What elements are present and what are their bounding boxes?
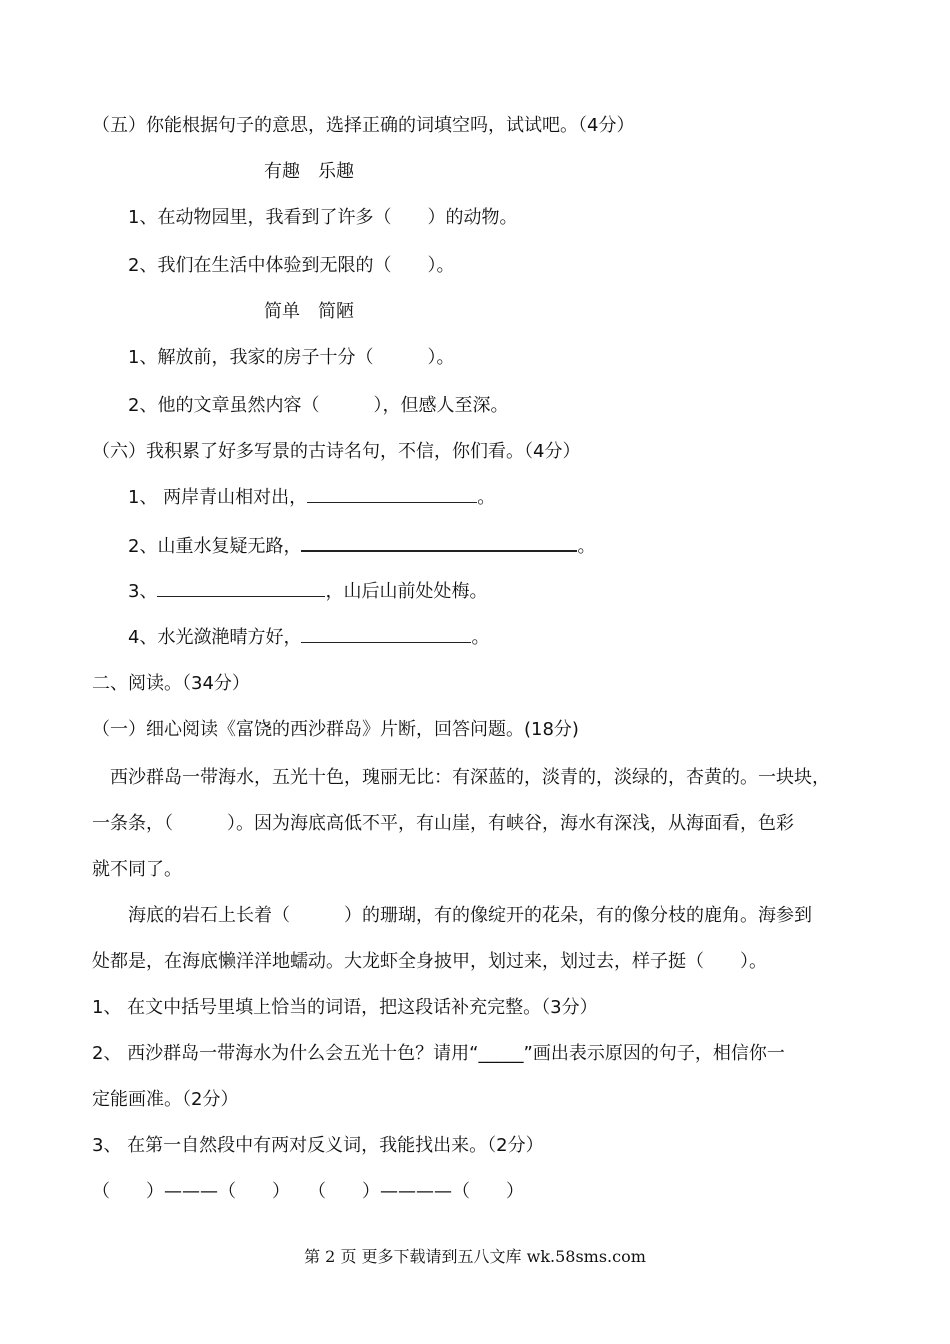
poem-text: 。 [577,536,596,557]
word-choice-2: 简单 简陋 [264,301,354,322]
poem-text: 3、 [128,581,158,602]
word-choice-1: 有趣 乐趣 [264,161,354,182]
poem-text: 4、水光潋滟晴方好， [128,627,302,648]
question-2: 2、我们在生活中体验到无限的（ ）。 [128,255,455,276]
answer-blank [301,534,577,552]
question-3: 1、解放前，我家的房子十分（ ）。 [128,347,455,368]
reading-question-1: 1、 在文中括号里填上恰当的词语，把这段话补充完整。（3分） [92,997,598,1018]
poem-text: ，山后山前处处梅。 [325,581,488,602]
answer-blank [157,580,325,597]
reading-question-2-line1: 2、 西沙群岛一带海水为什么会五光十色？请用“_____”画出表示原因的句子，相信你一 [92,1043,785,1064]
passage-para1-line1: 西沙群岛一带海水，五光十色，瑰丽无比：有深蓝的，淡青的，淡绿的，杏黄的。一块块， [110,767,830,788]
answer-blank [301,626,471,643]
passage-para1-line2: 一条条，（ ）。因为海底高低不平，有山崖，有峡谷，海水有深浅，从海面看，色彩 [92,813,794,834]
page-footer: 第 2 页 更多下载请到五八文库 wk.58sms.com [304,1247,646,1266]
passage-para1-line3: 就不同了。 [92,859,182,880]
reading-heading: 二、阅读。（34分） [92,673,250,694]
passage-para2-line1: 海底的岩石上长着（ ）的珊瑚，有的像绽开的花朵，有的像分枝的鹿角。海参到 [128,905,812,926]
poem-line-2 [128,534,595,559]
question-1: 1、在动物园里，我看到了许多（ ）的动物。 [128,207,518,228]
answer-blank [307,486,477,503]
poem-text: 。 [471,627,490,648]
poem-line-3 [128,580,487,604]
reading-question-2-line2: 定能画准。（2分） [92,1089,239,1110]
poem-text: 2、山重水复疑无路， [128,536,302,557]
reading-question-3: 3、 在第一自然段中有两对反义词，我能找出来。（2分） [92,1135,544,1156]
question-4: 2、他的文章虽然内容（ ），但感人至深。 [128,395,509,416]
section6-heading: （六）我积累了好多写景的古诗名句，不信，你们看。（4分） [92,441,581,462]
antonym-pairs: （ ）———（ ） （ ）————（ ） [92,1181,524,1202]
passage-para2-line2: 处都是，在海底懒洋洋地蠕动。大龙虾全身披甲，划过来，划过去，样子挺（ ）。 [92,951,767,972]
poem-line-4 [128,626,489,650]
section5-heading: （五）你能根据句子的意思，选择正确的词填空吗，试试吧。（4分） [92,115,635,136]
poem-line-1 [128,486,495,510]
reading-sub-heading: （一）细心阅读《富饶的西沙群岛》片断，回答问题。(18分) [92,719,579,740]
poem-text: 。 [477,487,496,508]
poem-text: 1、 两岸青山相对出， [128,487,308,508]
